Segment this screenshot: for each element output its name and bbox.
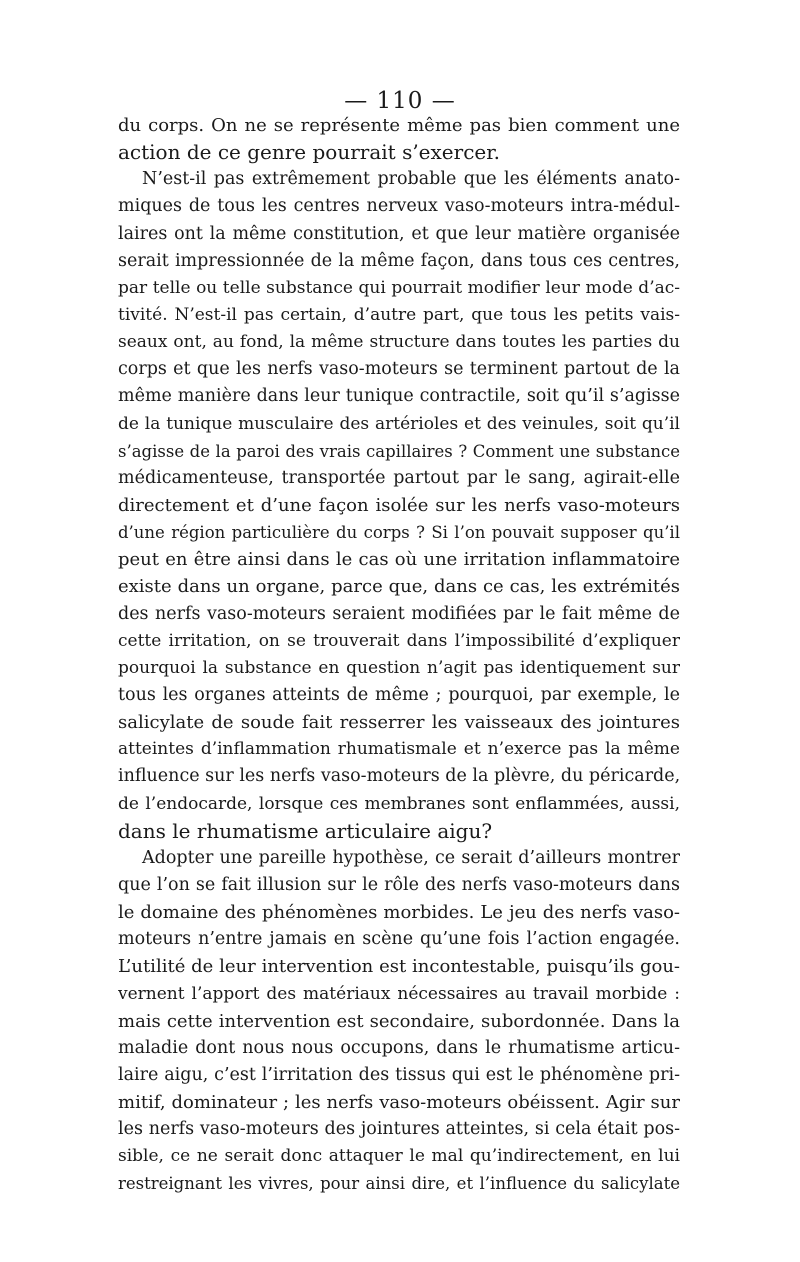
text-line: vernent l’apport des matériaux nécessaires au travail morbide : (118, 983, 680, 1004)
text-line: sible, ce ne serait donc attaquer le mal qu’indirectement, en lui (118, 1146, 680, 1167)
text-line: influence sur les nerfs vaso-moteurs de la plèvre, du péricarde, (118, 766, 680, 787)
text-line: N’est-il pas extrêmement probable que les éléments anato- (142, 169, 680, 190)
text-line: d’une région particulière du corps ? Si l’on pouvait supposer qu’il (118, 523, 680, 543)
text-line: atteintes d’inflammation rhumatismale et n’exerce pas la même (118, 739, 680, 760)
text-line: L’utilité de leur intervention est incontestable, puisqu’ils gou- (118, 956, 680, 978)
text-line: cette irritation, on se trouverait dans l’impossibilité d’expliquer (118, 630, 680, 651)
text-line: laires ont la même constitution, et que leur matière organisée (118, 223, 680, 244)
text-line: mitif, dominateur ; les nerfs vaso-moteurs obéissent. Agir sur (118, 1092, 680, 1114)
text-line: maladie dont nous nous occupons, dans le rhumatisme articu- (118, 1037, 680, 1058)
text-line: directement et d’une façon isolée sur les nerfs vaso-moteurs (118, 494, 680, 516)
text-line: pourquoi la substance en question n’agit pas identiquement sur (118, 657, 680, 678)
text-line: laire aigu, c’est l’irritation des tissus qui est le phénomène pri- (118, 1064, 680, 1085)
text-line: médicamenteuse, transportée partout par le sang, agirait-elle (118, 467, 680, 488)
text-line: tous les organes atteints de même ; pourquoi, par exemple, le (118, 684, 680, 705)
text-line: que l’on se fait illusion sur le rôle des nerfs vaso-moteurs dans (118, 874, 680, 895)
text-line: dans le rhumatisme articulaire aigu? (118, 818, 493, 843)
text-line: du corps. On ne se représente même pas bien comment une (118, 115, 680, 136)
text-line: moteurs n’entre jamais en scène qu’une fois l’action engagée. (118, 929, 680, 950)
text-line: de la tunique musculaire des artérioles et des veinules, soit qu’il (118, 413, 680, 434)
page-number: — 110 — (344, 88, 456, 114)
text-line: par telle ou telle substance qui pourrait modifier leur mode d’ac- (118, 277, 680, 298)
text-line: même manière dans leur tunique contractile, soit qu’il s’agisse (118, 386, 680, 407)
text-line: mais cette intervention est secondaire, subordonnée. Dans la (118, 1010, 680, 1032)
text-line: les nerfs vaso-moteurs des jointures atteintes, si cela était pos- (118, 1119, 680, 1140)
text-line: Adopter une pareille hypothèse, ce serait d’ailleurs montrer (142, 847, 680, 868)
text-line: existe dans un organe, parce que, dans ce cas, les extrémités (118, 576, 680, 598)
text-line: de l’endocarde, lorsque ces membranes sont enflammées, aussi, (118, 793, 680, 814)
text-line: corps et que les nerfs vaso-moteurs se terminent partout de la (118, 359, 680, 380)
text-line: serait impressionnée de la même façon, dans tous ces centres, (118, 250, 680, 271)
text-line: des nerfs vaso-moteurs seraient modifiées par le fait même de (118, 603, 680, 624)
text-line: salicylate de soude fait resserrer les vaisseaux des jointures (118, 712, 680, 734)
text-line: miques de tous les centres nerveux vaso-moteurs intra-médul- (118, 196, 680, 217)
body-text (118, 112, 680, 1198)
text-line: s’agisse de la paroi des vrais capillaires ? Comment une substance (118, 441, 680, 461)
text-line: peut en être ainsi dans le cas où une irritation inflammatoire (118, 549, 680, 571)
text-line: action de ce genre pourrait s’exercer. (118, 140, 500, 165)
text-line: restreignant les vivres, pour ainsi dire, et l’influence du salicylate (118, 1174, 680, 1194)
text-line: tivité. N’est-il pas certain, d’autre part, que tous les petits vais- (118, 304, 680, 325)
text-line: seaux ont, au fond, la même structure dans toutes les parties du (118, 332, 680, 353)
text-line: le domaine des phénomènes morbides. Le jeu des nerfs vaso- (118, 902, 680, 924)
